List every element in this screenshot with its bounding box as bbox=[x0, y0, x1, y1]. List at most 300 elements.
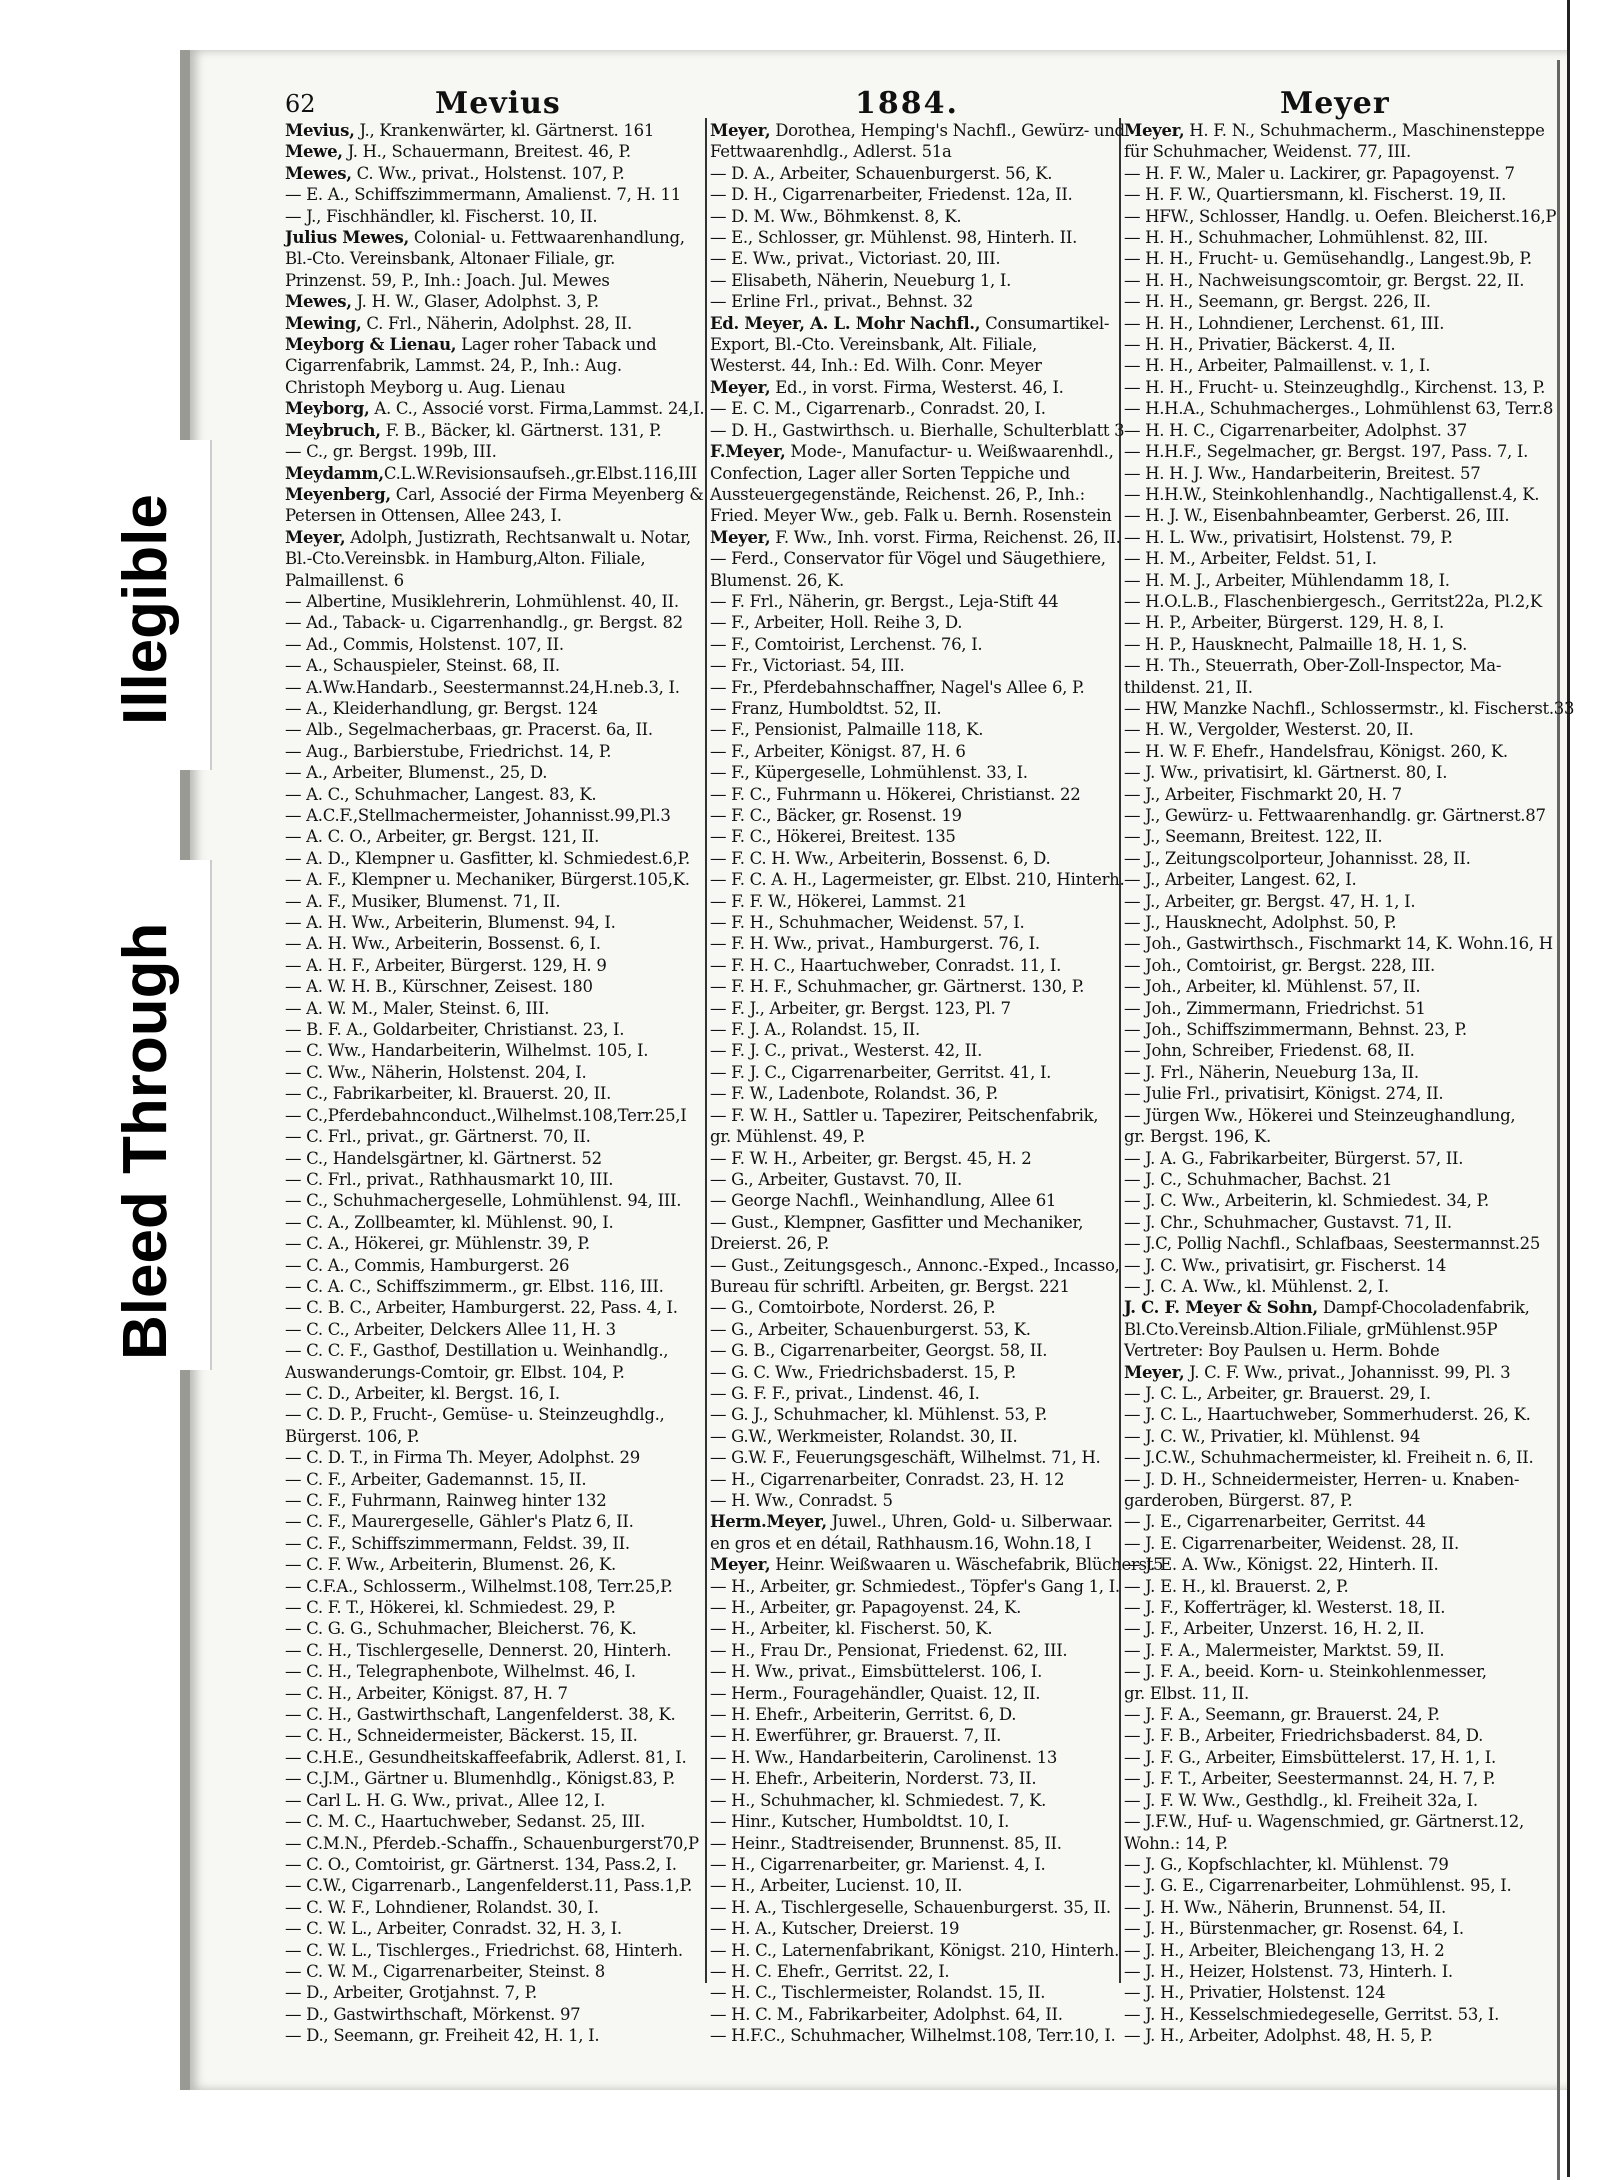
entry-text: — G. J., Schuhmacher, kl. Mühlenst. 53, P. bbox=[710, 1405, 1048, 1425]
directory-entry bbox=[285, 826, 705, 847]
directory-entry bbox=[1124, 248, 1548, 269]
entry-text: — Joh., Schiffszimmermann, Behnst. 23, P. bbox=[1124, 1020, 1467, 1040]
directory-entry bbox=[710, 1297, 1118, 1318]
entry-text: Cigarrenfabrik, Lammst. 24, P., Inh.: Aug. bbox=[285, 356, 622, 376]
entry-text: — A., Arbeiter, Blumenst., 25, D. bbox=[285, 763, 548, 783]
directory-entry bbox=[285, 741, 705, 762]
entry-name: Meyenberg, bbox=[285, 484, 391, 504]
entry-text: — D., Gastwirthschaft, Mörkenst. 97 bbox=[285, 2004, 581, 2024]
directory-entry bbox=[710, 1747, 1118, 1768]
entry-text: F. Ww., Inh. vorst. Firma, Reichenst. 26, II. bbox=[770, 527, 1121, 547]
illegible-label: Illegible bbox=[111, 494, 180, 725]
entry-text: Blumenst. 26, K. bbox=[710, 570, 844, 590]
directory-entry bbox=[710, 227, 1118, 248]
entry-text: — A.C.F.,Stellmachermeister, Johannisst.99,Pl.3 bbox=[285, 806, 671, 825]
directory-entry bbox=[710, 1404, 1118, 1425]
directory-entry bbox=[710, 1790, 1118, 1811]
directory-entry bbox=[710, 634, 1118, 655]
directory-entry bbox=[1124, 355, 1548, 376]
directory-entry bbox=[1124, 848, 1548, 869]
entry-name: Meyer, bbox=[1124, 1362, 1185, 1382]
directory-entry bbox=[710, 1276, 1118, 1297]
entry-text: — J. C. W., Privatier, kl. Mühlenst. 94 bbox=[1124, 1426, 1421, 1446]
directory-entry bbox=[710, 762, 1118, 783]
entry-text: — C. C., Arbeiter, Delckers Allee 11, H. 3 bbox=[285, 1319, 616, 1339]
directory-entry bbox=[710, 206, 1118, 227]
entry-text: Auswanderungs-Comtoir, gr. Elbst. 104, P. bbox=[285, 1362, 625, 1382]
entry-text: — F. J. C., Cigarrenarbeiter, Gerritst. 41, I. bbox=[710, 1062, 1052, 1082]
directory-entry bbox=[285, 313, 705, 334]
directory-entry bbox=[285, 998, 705, 1019]
entry-text: — C. D. P., Frucht-, Gemüse- u. Steinzeughdlg., bbox=[285, 1405, 665, 1425]
entry-text: — H. F. W., Quartiersmann, kl. Fischerst. 19, II. bbox=[1124, 185, 1507, 205]
entry-text: — D. H., Cigarrenarbeiter, Friedenst. 12a, II. bbox=[710, 185, 1073, 205]
entry-text: — A. F., Musiker, Blumenst. 71, II. bbox=[285, 891, 561, 911]
directory-entry bbox=[285, 2004, 705, 2025]
directory-entry bbox=[710, 1982, 1118, 2003]
directory-entry bbox=[285, 398, 705, 419]
directory-entry bbox=[1124, 1940, 1548, 1961]
directory-entry bbox=[710, 1040, 1118, 1061]
bleed-through-label: Bleed Through bbox=[111, 922, 180, 1360]
directory-entry bbox=[285, 163, 705, 184]
entry-text: — C. D., Arbeiter, kl. Bergst. 16, I. bbox=[285, 1383, 560, 1403]
entry-text: — C. A., Zollbeamter, kl. Mühlenst. 90, I. bbox=[285, 1212, 614, 1232]
entry-text: — Ferd., Conservator für Vögel und Säugethiere, bbox=[710, 549, 1106, 569]
entry-text: — HW, Manzke Nachfl., Schlossermstr., kl. Fischerst.33 bbox=[1124, 698, 1575, 718]
entry-name: F.Meyer, bbox=[710, 442, 786, 462]
entry-text: — H. C. M., Fabrikarbeiter, Adolphst. 64, II. bbox=[710, 2004, 1063, 2024]
directory-entry bbox=[1124, 141, 1548, 162]
left-running-head: Mevius bbox=[435, 86, 561, 121]
entry-text: F. B., Bäcker, kl. Gärtnerst. 131, P. bbox=[380, 420, 662, 440]
entry-text: — J. H., Arbeiter, Bleichengang 13, H. 2 bbox=[1124, 1940, 1445, 1960]
entry-text: — Carl L. H. G. Ww., privat., Allee 12, I. bbox=[285, 1790, 606, 1810]
entry-text: — H.H.A., Schuhmacherges., Lohmühlenst 63, Terr.8 bbox=[1124, 399, 1554, 419]
entry-text: — F. H., Schuhmacher, Weidenst. 57, I. bbox=[710, 913, 1025, 933]
directory-entry bbox=[710, 1362, 1118, 1383]
entry-text: — H. Ww., privat., Eimsbüttelerst. 106, I. bbox=[710, 1662, 1043, 1682]
directory-entry bbox=[710, 848, 1118, 869]
entry-text: — B. F. A., Goldarbeiter, Christianst. 23, I. bbox=[285, 1020, 625, 1040]
entry-text: Bl.Cto.Vereinsb.Altion.Filiale, grMühlenst.95P bbox=[1124, 1319, 1498, 1339]
directory-entry bbox=[1124, 826, 1548, 847]
directory-entry bbox=[285, 1126, 705, 1147]
directory-entry bbox=[1124, 313, 1548, 334]
directory-entry bbox=[1124, 1683, 1548, 1704]
directory-entry bbox=[710, 377, 1118, 398]
directory-entry bbox=[285, 227, 705, 248]
directory-entry bbox=[1124, 1768, 1548, 1789]
entry-text: — F. J. C., privat., Westerst. 42, II. bbox=[710, 1041, 983, 1061]
entry-name: Mewing, bbox=[285, 313, 362, 333]
next-page-edge bbox=[1567, 0, 1600, 2177]
entry-text: — J. F. G., Arbeiter, Eimsbüttelerst. 17, H. 1, I. bbox=[1124, 1747, 1496, 1767]
entry-text: gr. Elbst. 11, II. bbox=[1124, 1683, 1249, 1703]
directory-entry bbox=[1124, 1918, 1548, 1939]
entry-text: — J. H., Heizer, Holstenst. 73, Hinterh. I. bbox=[1124, 1961, 1453, 1981]
directory-entry bbox=[1124, 1362, 1548, 1383]
directory-entry bbox=[710, 1811, 1118, 1832]
entry-text: — G. B., Cigarrenarbeiter, Georgst. 58, II. bbox=[710, 1341, 1048, 1361]
directory-entry bbox=[285, 591, 705, 612]
entry-text: — George Nachfl., Weinhandlung, Allee 61 bbox=[710, 1191, 1057, 1211]
directory-entry bbox=[1124, 891, 1548, 912]
directory-entry bbox=[710, 998, 1118, 1019]
directory-entry bbox=[710, 184, 1118, 205]
entry-text: — C. M. C., Haartuchweber, Sedanst. 25, III. bbox=[285, 1812, 646, 1832]
directory-entry bbox=[1124, 2025, 1548, 2046]
directory-column-3 bbox=[1124, 120, 1575, 2046]
directory-entry bbox=[710, 141, 1118, 162]
directory-entry bbox=[1124, 869, 1548, 890]
entry-text: — C. H., Schneidermeister, Bäckerst. 15, II. bbox=[285, 1726, 638, 1746]
entry-text: — C., Fabrikarbeiter, kl. Brauerst. 20, II. bbox=[285, 1084, 612, 1104]
entry-text: — C. W. M., Cigarrenarbeiter, Steinst. 8 bbox=[285, 1961, 605, 1981]
directory-entry bbox=[710, 1725, 1118, 1746]
directory-entry bbox=[285, 184, 705, 205]
entry-name: Meyer, bbox=[710, 1555, 771, 1575]
entry-text: — D. M. Ww., Böhmkenst. 8, K. bbox=[710, 206, 962, 226]
entry-text: — D. A., Arbeiter, Schauenburgerst. 56, K. bbox=[710, 163, 1053, 183]
entry-text: — C.M.N., Pferdeb.-Schaffn., Schauenburgerst70,P bbox=[285, 1833, 699, 1853]
directory-entry bbox=[710, 1233, 1118, 1254]
directory-entry bbox=[710, 1961, 1118, 1982]
directory-entry bbox=[710, 612, 1118, 633]
directory-entry bbox=[1124, 1297, 1548, 1318]
directory-entry bbox=[710, 548, 1118, 569]
year-heading: 1884. bbox=[855, 86, 959, 121]
directory-entry bbox=[1124, 741, 1548, 762]
directory-entry bbox=[1124, 591, 1548, 612]
directory-column-1 bbox=[285, 120, 705, 2046]
directory-entry bbox=[710, 1897, 1118, 1918]
directory-entry bbox=[285, 677, 705, 698]
directory-entry bbox=[1124, 1062, 1548, 1083]
directory-entry bbox=[285, 955, 705, 976]
directory-entry bbox=[710, 1683, 1118, 1704]
directory-entry bbox=[1124, 784, 1548, 805]
entry-text: — C. W. L., Arbeiter, Conradst. 32, H. 3, I. bbox=[285, 1919, 622, 1939]
entry-text: — A. H. F., Arbeiter, Bürgerst. 129, H. 9 bbox=[285, 955, 607, 975]
entry-text: gr. Bergst. 196, K. bbox=[1124, 1127, 1271, 1147]
directory-entry bbox=[710, 1854, 1118, 1875]
directory-entry bbox=[285, 1447, 705, 1468]
entry-name: Ed. Meyer, A. L. Mohr Nachfl., bbox=[710, 313, 981, 333]
entry-text: — J., Arbeiter, gr. Bergst. 47, H. 1, I. bbox=[1124, 891, 1416, 911]
directory-entry bbox=[1124, 1190, 1548, 1211]
directory-entry bbox=[1124, 1404, 1548, 1425]
entry-text: — H. M., Arbeiter, Feldst. 51, I. bbox=[1124, 549, 1377, 569]
directory-entry bbox=[1124, 270, 1548, 291]
directory-entry bbox=[710, 1426, 1118, 1447]
directory-entry bbox=[285, 1982, 705, 2003]
directory-entry bbox=[285, 1212, 705, 1233]
entry-text: — F. J., Arbeiter, gr. Bergst. 123, Pl. 7 bbox=[710, 998, 1011, 1018]
directory-entry bbox=[285, 1854, 705, 1875]
entry-text: — H. A., Kutscher, Dreierst. 19 bbox=[710, 1919, 960, 1939]
entry-text: — A.Ww.Handarb., Seestermannst.24,H.neb.3, I. bbox=[285, 677, 680, 697]
directory-entry bbox=[710, 1169, 1118, 1190]
directory-entry bbox=[710, 1533, 1118, 1554]
directory-entry bbox=[1124, 1019, 1548, 1040]
entry-name: Meyer, bbox=[285, 527, 346, 547]
entry-text: — H. Ewerführer, gr. Brauerst. 7, II. bbox=[710, 1726, 1002, 1746]
right-running-head: Meyer bbox=[1280, 86, 1390, 121]
entry-name: Herm.Meyer, bbox=[710, 1512, 827, 1532]
entry-name: Meydamm, bbox=[285, 463, 384, 483]
entry-text: Vertreter: Boy Paulsen u. Herm. Bohde bbox=[1124, 1341, 1440, 1361]
entry-text: — John, Schreiber, Friedenst. 68, II. bbox=[1124, 1041, 1415, 1061]
directory-entry bbox=[710, 420, 1125, 441]
directory-entry bbox=[710, 1105, 1118, 1126]
directory-entry bbox=[710, 1768, 1118, 1789]
directory-entry bbox=[710, 1704, 1118, 1725]
directory-entry bbox=[1124, 719, 1548, 740]
entry-text: — J. A. G., Fabrikarbeiter, Bürgerst. 57, II. bbox=[1124, 1148, 1464, 1168]
directory-entry bbox=[1124, 805, 1548, 826]
directory-entry bbox=[1124, 548, 1548, 569]
entry-text: — C. A., Hökerei, gr. Mühlenstr. 39, P. bbox=[285, 1234, 590, 1254]
entry-text: für Schuhmacher, Weidenst. 77, III. bbox=[1124, 142, 1411, 162]
entry-text: — C. Ww., Näherin, Holstenst. 204, I. bbox=[285, 1062, 587, 1082]
entry-text: — J. E. H., kl. Brauerst. 2, P. bbox=[1124, 1576, 1349, 1596]
entry-text: — C. W. F., Lohndiener, Rolandst. 30, I. bbox=[285, 1897, 599, 1917]
entry-text: — J. E. A. Ww., Königst. 22, Hinterh. II. bbox=[1124, 1555, 1439, 1575]
entry-text: — J. F. T., Arbeiter, Seestermannst. 24, H. 7, P. bbox=[1124, 1769, 1496, 1789]
directory-entry bbox=[710, 1340, 1118, 1361]
entry-text: — H. F. W., Maler u. Lackirer, gr. Papagoyenst. 7 bbox=[1124, 163, 1515, 183]
directory-entry bbox=[710, 677, 1118, 698]
directory-entry bbox=[1124, 1618, 1548, 1639]
entry-text: — H. H., Frucht- u. Steinzeughdlg., Kirchenst. 13, P. bbox=[1124, 377, 1546, 397]
directory-entry bbox=[285, 1533, 705, 1554]
directory-entry bbox=[1124, 227, 1548, 248]
entry-text: — Julie Frl., privatisirt, Königst. 274, II. bbox=[1124, 1084, 1444, 1104]
entry-text: — Alb., Segelmacherbaas, gr. Pracerst. 6a, II. bbox=[285, 720, 653, 740]
directory-entry bbox=[710, 719, 1118, 740]
entry-text: — H., Arbeiter, Lucienst. 10, II. bbox=[710, 1876, 963, 1896]
entry-text: en gros et en détail, Rathhausm.16, Wohn.18, I bbox=[710, 1533, 1092, 1553]
directory-entry bbox=[710, 527, 1121, 548]
entry-text: — E., Schlosser, gr. Mühlenst. 98, Hinterh. II. bbox=[710, 228, 1078, 248]
directory-entry bbox=[1124, 1126, 1548, 1147]
directory-entry bbox=[285, 441, 705, 462]
entry-text: — F. C., Bäcker, gr. Rosenst. 19 bbox=[710, 806, 962, 825]
entry-text: — C. F. T., Hökerei, kl. Schmiedest. 29, P. bbox=[285, 1598, 616, 1618]
entry-text: — G.W., Werkmeister, Rolandst. 30, II. bbox=[710, 1426, 1018, 1446]
entry-text: — E. A., Schiffszimmermann, Amalienst. 7, H. 11 bbox=[285, 185, 681, 205]
entry-text: — J. C. Ww., privatisirt, gr. Fischerst. 14 bbox=[1124, 1255, 1447, 1275]
directory-entry bbox=[285, 1383, 705, 1404]
page-number: 62 bbox=[285, 90, 316, 118]
entry-text: — G. C. Ww., Friedrichsbaderst. 15, P. bbox=[710, 1362, 1016, 1382]
directory-entry bbox=[1124, 184, 1548, 205]
entry-text: — C. W. L., Tischlerges., Friedrichst. 68, Hinterh. bbox=[285, 1940, 683, 1960]
entry-text: — C. F., Arbeiter, Gademannst. 15, II. bbox=[285, 1469, 587, 1489]
directory-entry bbox=[1124, 484, 1548, 505]
directory-entry bbox=[710, 698, 1118, 719]
entry-text: Juwel., Uhren, Gold- u. Silberwaar. bbox=[826, 1512, 1113, 1532]
directory-entry bbox=[285, 463, 705, 484]
directory-entry bbox=[710, 1148, 1118, 1169]
entry-text: Dampf-Chocoladenfabrik, bbox=[1317, 1298, 1530, 1318]
entry-text: — J.C.W., Schuhmachermeister, kl. Freiheit n. 6, II. bbox=[1124, 1448, 1534, 1468]
entry-text: — A. W. H. B., Kürschner, Zeisest. 180 bbox=[285, 977, 593, 997]
directory-entry bbox=[710, 1940, 1118, 1961]
entry-text: — H.H.W., Steinkohlenhandlg., Nachtigallenst.4, K. bbox=[1124, 484, 1540, 504]
entry-name: Meyborg, bbox=[285, 399, 370, 419]
entry-name: Meybruch, bbox=[285, 420, 381, 440]
directory-entry bbox=[1124, 955, 1548, 976]
entry-text: Christoph Meyborg u. Aug. Lienau bbox=[285, 377, 566, 397]
directory-entry bbox=[710, 463, 1118, 484]
directory-entry bbox=[285, 1083, 705, 1104]
entry-name: Mewe, bbox=[285, 142, 343, 162]
entry-text: — J. H., Privatier, Holstenst. 124 bbox=[1124, 1983, 1386, 2003]
entry-text: — J. C., Schuhmacher, Bachst. 21 bbox=[1124, 1169, 1393, 1189]
directory-entry bbox=[1124, 1040, 1548, 1061]
entry-text: Prinzenst. 59, P., Inh.: Joach. Jul. Mewes bbox=[285, 270, 610, 290]
directory-entry bbox=[285, 1062, 705, 1083]
directory-entry bbox=[710, 313, 1118, 334]
entry-text: — Fr., Pferdebahnschaffner, Nagel's Allee 6, P. bbox=[710, 677, 1085, 697]
directory-entry bbox=[285, 420, 705, 441]
directory-entry bbox=[710, 1083, 1118, 1104]
entry-text: — J., Gewürz- u. Fettwaarenhandlg. gr. Gärtnerst.87 bbox=[1124, 806, 1546, 825]
directory-entry bbox=[1124, 334, 1548, 355]
entry-text: — C. Ww., Handarbeiterin, Wilhelmst. 105, I. bbox=[285, 1041, 649, 1061]
entry-text: — H. J. W., Eisenbahnbeamter, Gerberst. 26, III. bbox=[1124, 506, 1510, 526]
entry-text: — H. H., Seemann, gr. Bergst. 226, II. bbox=[1124, 292, 1431, 312]
entry-text: — J. F., Arbeiter, Unzerst. 16, H. 2, II. bbox=[1124, 1619, 1425, 1639]
directory-entry bbox=[710, 334, 1118, 355]
directory-entry bbox=[710, 355, 1118, 376]
entry-name: Meyer, bbox=[710, 527, 771, 547]
directory-entry bbox=[1124, 1340, 1548, 1361]
directory-entry bbox=[1124, 1533, 1548, 1554]
entry-text: — H., Frau Dr., Pensionat, Friedenst. 62, III. bbox=[710, 1640, 1068, 1660]
directory-entry bbox=[285, 206, 705, 227]
entry-text: — J. H., Kesselschmiedegeselle, Gerritst. 53, I. bbox=[1124, 2004, 1500, 2024]
directory-entry bbox=[1124, 1511, 1548, 1532]
directory-entry bbox=[710, 591, 1118, 612]
directory-entry bbox=[285, 355, 705, 376]
entry-text: — F. W., Ladenbote, Rolandst. 36, P. bbox=[710, 1084, 998, 1104]
directory-entry bbox=[285, 548, 705, 569]
entry-name: Meyborg & Lienau, bbox=[285, 335, 457, 355]
directory-entry bbox=[285, 527, 705, 548]
entry-text: — H. H., Nachweisungscomtoir, gr. Bergst. 22, II. bbox=[1124, 270, 1525, 290]
entry-name: Mevius, bbox=[285, 121, 355, 140]
directory-entry bbox=[285, 1725, 705, 1746]
entry-text: — J. F. A., beeid. Korn- u. Steinkohlenmesser, bbox=[1124, 1662, 1487, 1682]
directory-entry bbox=[285, 1319, 705, 1340]
entry-text: Dorothea, Hemping's Nachfl., Gewürz- und bbox=[770, 121, 1125, 140]
entry-text: — J. C. A. Ww., kl. Mühlenst. 2, I. bbox=[1124, 1276, 1389, 1296]
entry-text: — D., Arbeiter, Grotjahnst. 7, P. bbox=[285, 1983, 538, 2003]
entry-text: — J. F. W. Ww., Gesthdlg., kl. Freiheit 32a, I. bbox=[1124, 1790, 1478, 1810]
entry-text: Aussteuergegenstände, Reichenst. 26, P., Inh.: bbox=[710, 484, 1085, 504]
directory-entry bbox=[710, 505, 1118, 526]
entry-text: — C. F., Fuhrmann, Rainweg hinter 132 bbox=[285, 1491, 607, 1510]
entry-text: — J., Seemann, Breitest. 122, II. bbox=[1124, 827, 1383, 847]
entry-text: Fettwaarenhdlg., Adlerst. 51a bbox=[710, 142, 952, 162]
directory-entry bbox=[710, 1255, 1118, 1276]
entry-text: — Franz, Humboldtst. 52, II. bbox=[710, 698, 942, 718]
entry-text: — Gust., Zeitungsgesch., Annonc.-Exped., Incasso, bbox=[710, 1255, 1120, 1275]
directory-entry bbox=[1124, 933, 1553, 954]
entry-text: — J. F. A., Malermeister, Marktst. 59, II. bbox=[1124, 1640, 1445, 1660]
directory-entry bbox=[285, 1768, 705, 1789]
entry-text: Dreierst. 26, P. bbox=[710, 1234, 830, 1254]
entry-text: — J.C, Pollig Nachfl., Schlafbaas, Seestermannst.25 bbox=[1124, 1234, 1541, 1254]
entry-text: — H. H., Schuhmacher, Lohmühlenst. 82, III. bbox=[1124, 228, 1488, 248]
directory-entry bbox=[1124, 1982, 1548, 2003]
directory-entry bbox=[285, 1148, 705, 1169]
directory-entry bbox=[285, 1683, 705, 1704]
entry-text: — C., Handelsgärtner, kl. Gärtnerst. 52 bbox=[285, 1148, 602, 1168]
directory-entry bbox=[710, 933, 1118, 954]
entry-text: — C.F.A., Schlosserm., Wilhelmst.108, Terr.25,P. bbox=[285, 1576, 673, 1596]
entry-text: Carl, Associé der Firma Meyenberg & bbox=[390, 484, 704, 504]
entry-name: Meyer, bbox=[710, 121, 771, 140]
entry-text: Petersen in Ottensen, Allee 243, I. bbox=[285, 506, 562, 526]
directory-entry bbox=[710, 398, 1118, 419]
entry-text: — J. C. L., Haartuchweber, Sommerhuderst. 26, K. bbox=[1124, 1405, 1531, 1425]
entry-text: — Erline Frl., privat., Behnst. 32 bbox=[710, 292, 973, 312]
directory-entry bbox=[285, 933, 705, 954]
directory-entry bbox=[285, 1255, 705, 1276]
directory-entry bbox=[710, 248, 1118, 269]
directory-entry bbox=[1124, 1833, 1548, 1854]
entry-text: — J. Ww., privatisirt, kl. Gärtnerst. 80, I. bbox=[1124, 763, 1448, 783]
entry-text: — C. O., Comtoirist, gr. Gärtnerst. 134, Pass.2, I. bbox=[285, 1854, 677, 1874]
entry-text: — J. C. L., Arbeiter, gr. Brauerst. 29, I. bbox=[1124, 1383, 1431, 1403]
entry-text: — H. P., Hausknecht, Palmaille 18, H. 1, S. bbox=[1124, 634, 1468, 654]
column-rule bbox=[1119, 118, 1121, 1983]
entry-text: — C. H., Arbeiter, Königst. 87, H. 7 bbox=[285, 1683, 568, 1703]
directory-entry bbox=[285, 141, 705, 162]
directory-entry bbox=[285, 1426, 705, 1447]
entry-text: — A. C., Schuhmacher, Langest. 83, K. bbox=[285, 784, 597, 804]
entry-text: Export, Bl.-Cto. Vereinsbank, Alt. Filiale, bbox=[710, 335, 1037, 355]
directory-entry bbox=[1124, 1576, 1548, 1597]
entry-text: gr. Mühlenst. 49, P. bbox=[710, 1127, 866, 1147]
directory-entry bbox=[285, 1597, 705, 1618]
entry-text: — F. H. F., Schuhmacher, gr. Gärtnerst. 130, P. bbox=[710, 977, 1085, 997]
directory-entry bbox=[1124, 1597, 1548, 1618]
directory-entry bbox=[1124, 1255, 1548, 1276]
directory-entry bbox=[1124, 677, 1548, 698]
directory-entry bbox=[285, 1297, 705, 1318]
entry-text: — Herm., Fouragehändler, Quaist. 12, II. bbox=[710, 1683, 1041, 1703]
entry-text: — J. D. H., Schneidermeister, Herren- u. Knaben- bbox=[1124, 1469, 1520, 1489]
directory-entry bbox=[710, 120, 1125, 141]
entry-text: — A., Kleiderhandlung, gr. Bergst. 124 bbox=[285, 698, 598, 718]
entry-text: — C., gr. Bergst. 199b, III. bbox=[285, 442, 497, 462]
entry-text: — H. Ehefr., Arbeiterin, Gerritst. 6, D. bbox=[710, 1705, 1017, 1725]
directory-entry bbox=[285, 1640, 705, 1661]
entry-text: — H. Ww., Handarbeiterin, Carolinenst. 13 bbox=[710, 1747, 1058, 1767]
entry-text: Consumartikel- bbox=[980, 313, 1110, 333]
entry-text: — C. F., Maurergeselle, Gähler's Platz 6, II. bbox=[285, 1512, 634, 1532]
directory-entry bbox=[1124, 1747, 1548, 1768]
entry-text: — C. Frl., privat., gr. Gärtnerst. 70, II. bbox=[285, 1127, 591, 1147]
entry-name: Julius Mewes, bbox=[285, 228, 409, 248]
entry-text: — J., Arbeiter, Langest. 62, I. bbox=[1124, 870, 1357, 890]
entry-text: — A. D., Klempner u. Gasfitter, kl. Schmiedest.6,P. bbox=[285, 848, 690, 868]
